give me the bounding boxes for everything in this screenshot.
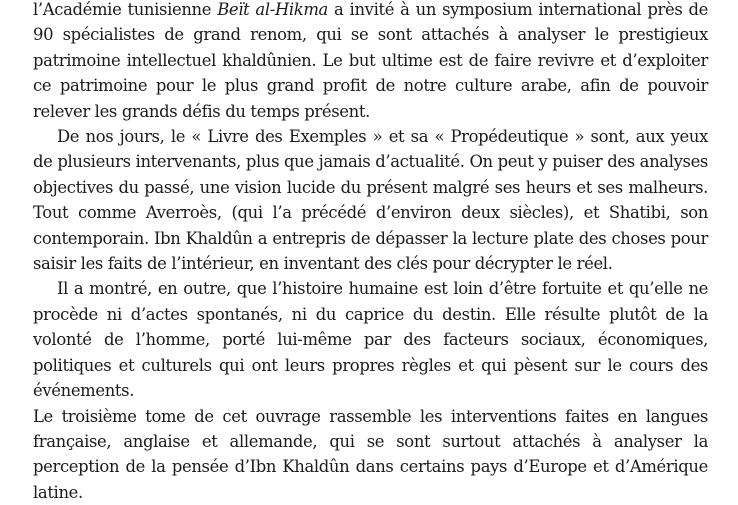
paragraph-academie-rest: a invité à un symposium international près de 90 spécialistes de grand renom, qui se sont attachés à analyser le prestigieux patrimoine intellectuel khaldûnien. Le but ultime est de faire revivre et d’exploiter ce patrimoine pour le plus grand profit de notre culture arabe, afin de pouvoir relever les grands défis du temps présent. [33, 0, 708, 121]
paragraph-academie [33, 0, 708, 124]
paragraph-academie-start: l’Académie tunisienne [33, 0, 217, 19]
paragraph-histoire-humaine: Il a montré, en outre, que l’histoire humaine est loin d’être fortuite et qu’elle ne procède ni d’actes spontanés, ni du caprice du destin. Elle résulte plutôt de la volonté de l’homme, porté lui-même par des facteurs sociaux, économiques, politiques et culturels qui ont leurs propres règles et qui pèsent sur le cours des événements. [33, 276, 708, 403]
paragraph-troisieme-tome: Le troisième tome de cet ouvrage rassemble les interventions faites en langues française, anglaise et allemande, qui se sont surtout attachés à analyser la perception de la pensée d’Ibn Khaldûn dans certains pays d’Europe et d’Amérique latine. [33, 404, 708, 505]
document-page [33, 0, 708, 505]
paragraph-livre-des-exemples: De nos jours, le « Livre des Exemples » et sa « Propédeutique » sont, aux yeux de plusieurs intervenants, plus que jamais d’actualité. On peut y puiser des analyses objectives du passé, une vision lucide du présent malgré ses heurs et ses malheurs. Tout comme Averroès, (qui l’a précédé d’environ deux siècles), et Shatibi, son contemporain. Ibn Khaldûn a entrepris de dépasser la lecture plate des choses pour saisir les faits de l’intérieur, en inventant des clés pour décrypter le réel. [33, 124, 708, 276]
beit-al-hikma-title: Beït al-Hikma [217, 0, 328, 19]
